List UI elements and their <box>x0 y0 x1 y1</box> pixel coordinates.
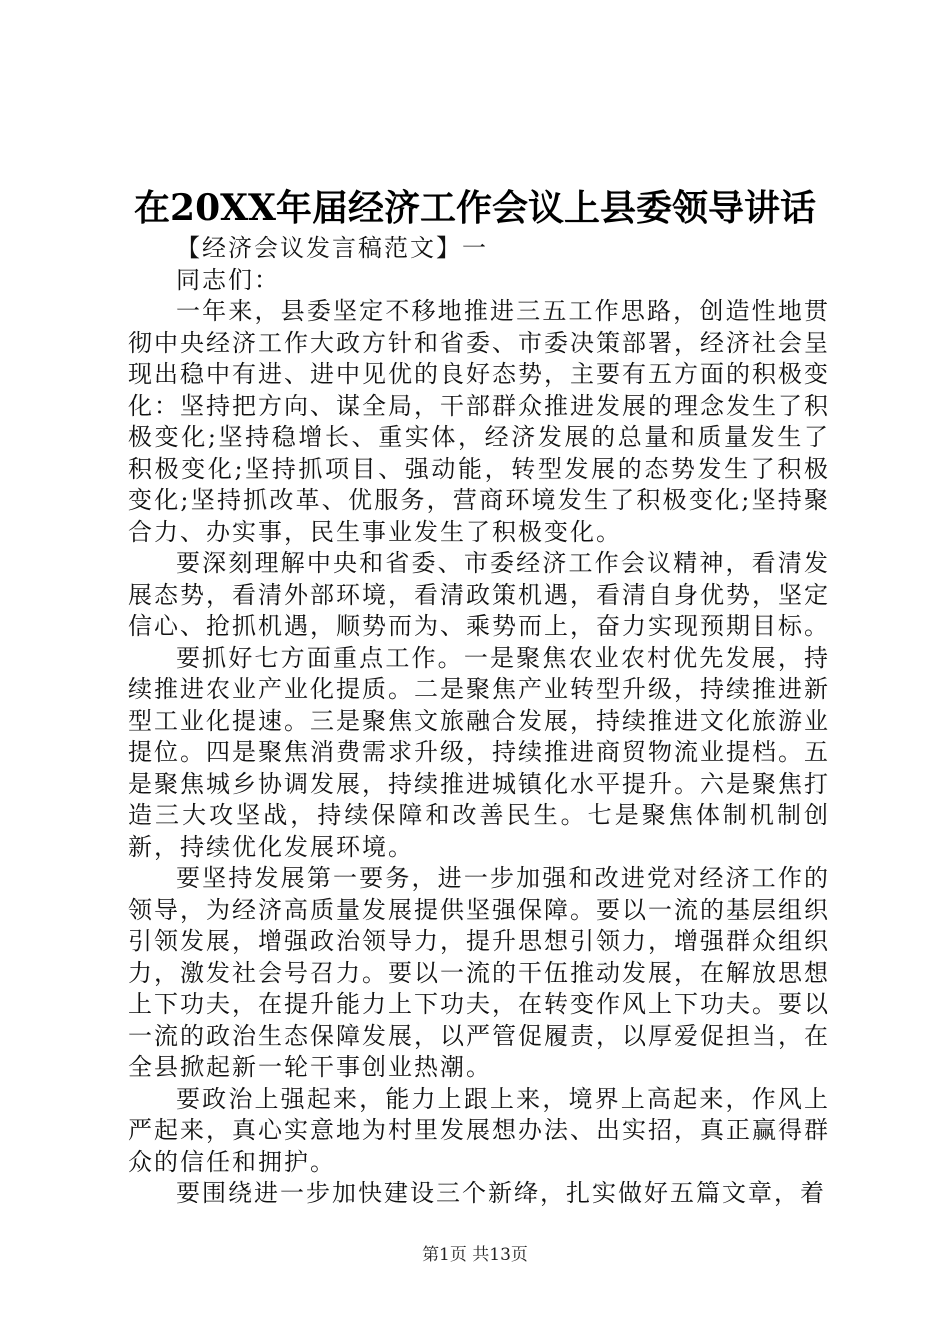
paragraph: 要深刻理解中央和省委、市委经济工作会议精神，看清发展态势，看清外部环境，看清政策机遇，看清自身优势，坚定信心、抢抓机遇，顺势而为、乘势而上，奋力实现预期目标。 <box>128 549 830 640</box>
document-body <box>128 233 830 1210</box>
paragraph: 要坚持发展第一要务，进一步加强和改进党对经济工作的领导，为经济高质量发展提供坚强保障。要以一流的基层组织引领发展，增强政治领导力，提升思想引领力，增强群众组织力，激发社会号召力。要以一流的干伍推动发展，在解放思想上下功夫，在提升能力上下功夫，在转变作风上下功夫。要以一流的政治生态保障发展，以严管促履责，以厚爱促担当，在全县掀起新一轮干事创业热潮。 <box>128 864 830 1081</box>
paragraph-salutation: 同志们： <box>176 265 280 294</box>
page-number-footer: 第1页 共13页 <box>422 1245 528 1265</box>
paragraph: 要围绕进一步加快建设三个新绛，扎实做好五篇文章，着 <box>176 1179 826 1207</box>
paragraph: 要抓好七方面重点工作。一是聚焦农业农村优先发展，持续推进农业产业化提质。二是聚焦产业转型升级，持续推进新型工业化提速。三是聚焦文旅融合发展，持续推进文化旅游业提位。四是聚焦消费需求升级，持续推进商贸物流业提档。五是聚焦城乡协调发展，持续推进城镇化水平提升。六是聚焦打造三大攻坚战，持续保障和改善民生。七是聚焦体制机制创新，持续优化发展环境。 <box>128 643 830 861</box>
paragraph: 要政治上强起来，能力上跟上来，境界上高起来，作风上严起来，真心实意地为村里发展想办法、出实招，真正赢得群众的信任和拥护。 <box>128 1084 830 1176</box>
paragraph: 一年来，县委坚定不移地推进三五工作思路，创造性地贯彻中央经济工作大政方针和省委、市委决策部署，经济社会呈现出稳中有进、进中见优的良好态势，主要有五方面的积极变化：坚持把方向、谋全局，干部群众推进发展的理念发生了积极变化;坚持稳增长、重实体，经济发展的总量和质量发生了积极变化;坚持抓项目、强动能，转型发展的态势发生了积极变化;坚持抓改革、优服务，营商环境发生了积极变化;坚持聚合力、办实事，民生事业发生了积极变化。 <box>128 297 830 546</box>
document-title: 在20XX年届经济工作会议上县委领导讲话 <box>134 187 816 229</box>
paragraph-source-tag: 【经济会议发言稿范文】一 <box>176 234 488 262</box>
